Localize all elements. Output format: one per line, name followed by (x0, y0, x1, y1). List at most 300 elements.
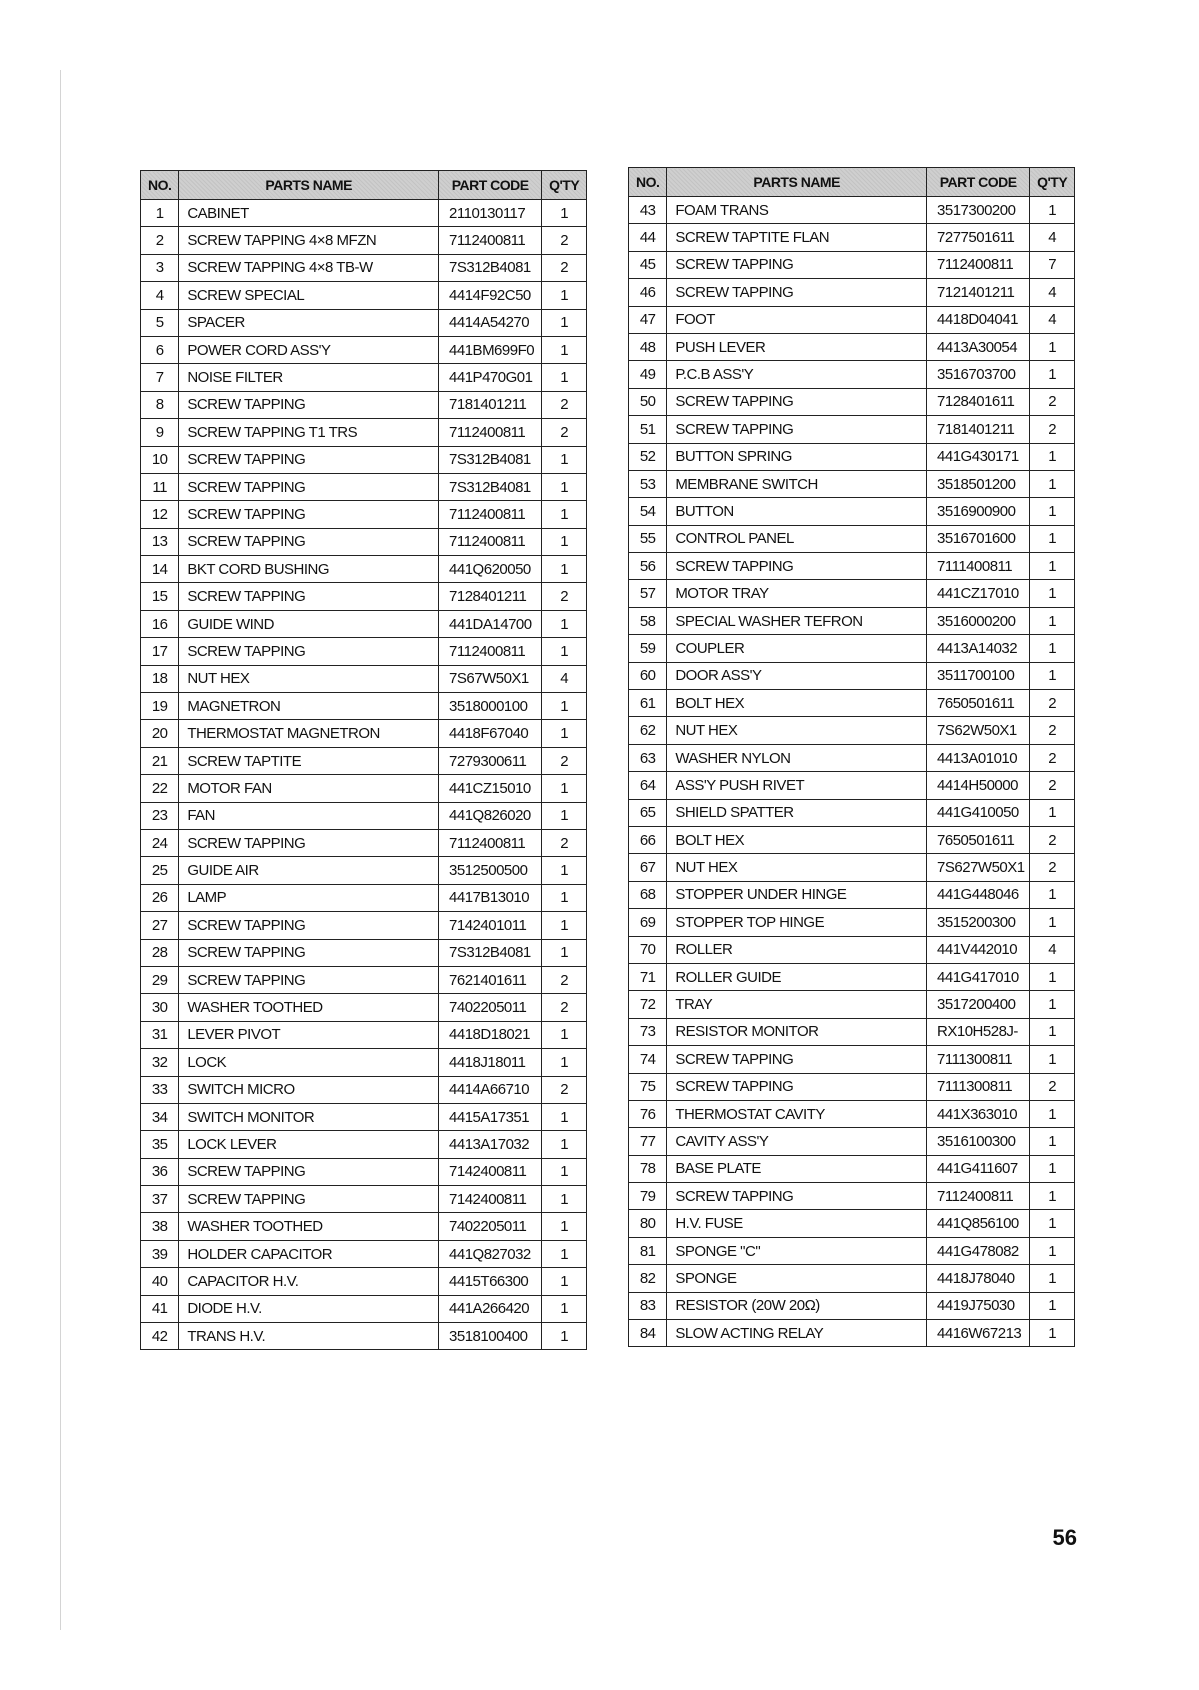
page-number: 56 (1052, 1525, 1077, 1550)
part-code: 441A266420 (439, 1295, 542, 1322)
part-code: 7S312B4081 (439, 254, 542, 281)
part-code: 3517300200 (927, 197, 1030, 224)
part-number: 84 (629, 1320, 667, 1347)
table-row (141, 720, 587, 747)
part-name: MOTOR TRAY (667, 580, 927, 607)
part-number: 58 (629, 607, 667, 634)
part-qty: 1 (1030, 361, 1075, 388)
table-row (629, 690, 1075, 717)
part-qty: 1 (1030, 1046, 1075, 1073)
part-name: CONTROL PANEL (667, 525, 927, 552)
table-row (629, 224, 1075, 251)
part-number: 73 (629, 1018, 667, 1045)
part-code: 7S67W50X1 (439, 665, 542, 692)
part-name: SCREW TAPPING (179, 1158, 439, 1185)
table-row (629, 881, 1075, 908)
part-name: SCREW TAPPING T1 TRS (179, 419, 439, 446)
table-row (629, 1155, 1075, 1182)
header-qty: Q'TY (1030, 168, 1075, 197)
part-code: 4419J75030 (927, 1292, 1030, 1319)
part-number: 62 (629, 717, 667, 744)
part-qty: 1 (1030, 1265, 1075, 1292)
part-name: RESISTOR MONITOR (667, 1018, 927, 1045)
part-code: 7181401211 (439, 391, 542, 418)
part-code: 4414F92C50 (439, 282, 542, 309)
table-row (141, 1076, 587, 1103)
table-row (141, 1103, 587, 1130)
part-name: BASE PLATE (667, 1155, 927, 1182)
part-code: 7650501611 (927, 690, 1030, 717)
part-number: 60 (629, 662, 667, 689)
part-name: SWITCH MICRO (179, 1076, 439, 1103)
table-row (141, 419, 587, 446)
part-name: WASHER TOOTHED (179, 994, 439, 1021)
table-row (141, 747, 587, 774)
table-row (629, 443, 1075, 470)
part-code: 7181401211 (927, 416, 1030, 443)
part-code: 3516703700 (927, 361, 1030, 388)
part-name: SCREW TAPPING (667, 416, 927, 443)
table-row (141, 309, 587, 336)
part-name: SCREW TAPPING (179, 583, 439, 610)
part-qty: 7 (1030, 251, 1075, 278)
part-qty: 1 (1030, 1292, 1075, 1319)
part-code: 441V442010 (927, 936, 1030, 963)
part-code: 7112400811 (439, 638, 542, 665)
table-row (629, 1018, 1075, 1045)
part-name: SCREW TAPPING (179, 446, 439, 473)
part-qty: 1 (1030, 1183, 1075, 1210)
part-name: GUIDE WIND (179, 610, 439, 637)
part-code: 4414H50000 (927, 772, 1030, 799)
part-number: 10 (141, 446, 179, 473)
table-row (141, 1049, 587, 1076)
table-row (629, 361, 1075, 388)
part-number: 40 (141, 1268, 179, 1295)
part-number: 36 (141, 1158, 179, 1185)
part-qty: 2 (1030, 717, 1075, 744)
part-qty: 2 (542, 1076, 587, 1103)
table-row (141, 336, 587, 363)
part-name: MOTOR FAN (179, 775, 439, 802)
table-row (629, 717, 1075, 744)
part-qty: 2 (1030, 1073, 1075, 1100)
part-code: 7142401011 (439, 912, 542, 939)
part-number: 41 (141, 1295, 179, 1322)
part-number: 29 (141, 966, 179, 993)
table-row (629, 963, 1075, 990)
part-name: DIODE H.V. (179, 1295, 439, 1322)
part-number: 83 (629, 1292, 667, 1319)
part-number: 3 (141, 254, 179, 281)
table-row (629, 936, 1075, 963)
part-code: 7112400811 (927, 1183, 1030, 1210)
part-qty: 4 (1030, 279, 1075, 306)
part-name: WASHER NYLON (667, 744, 927, 771)
part-name: CAPACITOR H.V. (179, 1268, 439, 1295)
part-number: 30 (141, 994, 179, 1021)
part-code: 4418D18021 (439, 1021, 542, 1048)
part-qty: 2 (542, 994, 587, 1021)
table-row (141, 254, 587, 281)
part-code: 441G448046 (927, 881, 1030, 908)
part-name: BOLT HEX (667, 826, 927, 853)
part-number: 19 (141, 693, 179, 720)
part-name: SCREW TAPPING (667, 553, 927, 580)
part-number: 16 (141, 610, 179, 637)
part-qty: 1 (542, 1049, 587, 1076)
part-number: 12 (141, 501, 179, 528)
part-name: LAMP (179, 884, 439, 911)
part-code: 4416W67213 (927, 1320, 1030, 1347)
table-row (141, 200, 587, 227)
part-name: RESISTOR (20W 20Ω) (667, 1292, 927, 1319)
part-number: 80 (629, 1210, 667, 1237)
part-qty: 2 (542, 747, 587, 774)
part-name: BUTTON (667, 498, 927, 525)
part-number: 51 (629, 416, 667, 443)
part-qty: 2 (542, 419, 587, 446)
part-qty: 1 (542, 364, 587, 391)
part-code: 7402205011 (439, 1213, 542, 1240)
part-name: ASS'Y PUSH RIVET (667, 772, 927, 799)
part-code: 7402205011 (439, 994, 542, 1021)
part-code: 3518000100 (439, 693, 542, 720)
part-name: SCREW TAPPING (667, 1183, 927, 1210)
part-code: 4414A66710 (439, 1076, 542, 1103)
part-number: 66 (629, 826, 667, 853)
part-code: 7S627W50X1 (927, 854, 1030, 881)
part-name: SCREW TAPPING (667, 279, 927, 306)
part-code: 4415A17351 (439, 1103, 542, 1130)
header-part-code: PART CODE (927, 168, 1030, 197)
table-row (629, 607, 1075, 634)
part-code: 7S62W50X1 (927, 717, 1030, 744)
part-name: GUIDE AIR (179, 857, 439, 884)
part-qty: 1 (1030, 799, 1075, 826)
part-name: SCREW TAPPING (179, 829, 439, 856)
part-qty: 1 (1030, 607, 1075, 634)
part-number: 45 (629, 251, 667, 278)
part-qty: 2 (542, 391, 587, 418)
table-row (629, 744, 1075, 771)
part-code: 4415T66300 (439, 1268, 542, 1295)
part-number: 14 (141, 556, 179, 583)
parts-table-left (140, 170, 587, 1350)
part-number: 59 (629, 635, 667, 662)
part-qty: 1 (542, 336, 587, 363)
part-code: 3512500500 (439, 857, 542, 884)
table-row (141, 501, 587, 528)
part-name: LOCK (179, 1049, 439, 1076)
table-row (629, 333, 1075, 360)
part-code: 4417B13010 (439, 884, 542, 911)
part-name: NOISE FILTER (179, 364, 439, 391)
part-qty: 1 (542, 939, 587, 966)
part-number: 53 (629, 470, 667, 497)
part-number: 7 (141, 364, 179, 391)
part-qty: 4 (1030, 306, 1075, 333)
part-name: BUTTON SPRING (667, 443, 927, 470)
part-qty: 1 (542, 501, 587, 528)
part-qty: 1 (542, 1323, 587, 1350)
part-qty: 1 (542, 309, 587, 336)
part-code: 7112400811 (439, 501, 542, 528)
header-no: NO. (141, 171, 179, 200)
table-row (629, 279, 1075, 306)
part-number: 70 (629, 936, 667, 963)
part-qty: 2 (542, 583, 587, 610)
part-code: 441CZ17010 (927, 580, 1030, 607)
part-code: 3518100400 (439, 1323, 542, 1350)
part-qty: 1 (542, 802, 587, 829)
part-number: 76 (629, 1100, 667, 1127)
part-code: 441G417010 (927, 963, 1030, 990)
part-name: SCREW TAPPING 4×8 MFZN (179, 227, 439, 254)
table-row (629, 580, 1075, 607)
part-code: 4418J78040 (927, 1265, 1030, 1292)
table-row (629, 197, 1075, 224)
part-number: 18 (141, 665, 179, 692)
part-name: SHIELD SPATTER (667, 799, 927, 826)
part-qty: 2 (1030, 690, 1075, 717)
part-number: 52 (629, 443, 667, 470)
part-code: 7142400811 (439, 1158, 542, 1185)
part-name: SCREW TAPPING (179, 638, 439, 665)
table-row (629, 1100, 1075, 1127)
part-qty: 1 (1030, 881, 1075, 908)
part-qty: 1 (1030, 1018, 1075, 1045)
part-name: ROLLER GUIDE (667, 963, 927, 990)
part-number: 72 (629, 991, 667, 1018)
part-name: FAN (179, 802, 439, 829)
part-qty: 1 (542, 693, 587, 720)
table-row (629, 416, 1075, 443)
part-number: 64 (629, 772, 667, 799)
part-code: 7112400811 (439, 829, 542, 856)
part-name: DOOR ASS'Y (667, 662, 927, 689)
part-qty: 1 (542, 912, 587, 939)
table-row (141, 912, 587, 939)
part-number: 39 (141, 1240, 179, 1267)
part-number: 20 (141, 720, 179, 747)
part-qty: 1 (542, 610, 587, 637)
part-number: 31 (141, 1021, 179, 1048)
part-name: HOLDER CAPACITOR (179, 1240, 439, 1267)
header-parts-name: PARTS NAME (179, 171, 439, 200)
table-row (629, 1073, 1075, 1100)
part-qty: 1 (1030, 1210, 1075, 1237)
part-number: 26 (141, 884, 179, 911)
part-code: 441G410050 (927, 799, 1030, 826)
part-qty: 1 (1030, 498, 1075, 525)
part-code: 7112400811 (439, 227, 542, 254)
table-row (141, 994, 587, 1021)
parts-table-right-body (629, 197, 1075, 1347)
part-qty: 2 (542, 966, 587, 993)
part-qty: 1 (1030, 1237, 1075, 1264)
part-code: 441G430171 (927, 443, 1030, 470)
table-row (141, 802, 587, 829)
part-number: 34 (141, 1103, 179, 1130)
table-row (141, 391, 587, 418)
table-row (141, 364, 587, 391)
part-number: 79 (629, 1183, 667, 1210)
part-name: NUT HEX (179, 665, 439, 692)
table-row (629, 854, 1075, 881)
part-number: 77 (629, 1128, 667, 1155)
part-code: 4418D04041 (927, 306, 1030, 333)
part-number: 56 (629, 553, 667, 580)
part-name: CABINET (179, 200, 439, 227)
part-qty: 2 (1030, 388, 1075, 415)
part-name: H.V. FUSE (667, 1210, 927, 1237)
part-name: P.C.B ASS'Y (667, 361, 927, 388)
part-number: 63 (629, 744, 667, 771)
table-row (629, 909, 1075, 936)
part-code: 441Q620050 (439, 556, 542, 583)
part-code: 4414A54270 (439, 309, 542, 336)
part-code: 4413A17032 (439, 1131, 542, 1158)
part-number: 50 (629, 388, 667, 415)
table-row (629, 662, 1075, 689)
part-code: 3515200300 (927, 909, 1030, 936)
part-qty: 1 (1030, 1320, 1075, 1347)
part-number: 61 (629, 690, 667, 717)
part-code: 441CZ15010 (439, 775, 542, 802)
part-name: SCREW TAPPING (667, 388, 927, 415)
table-row (141, 583, 587, 610)
part-number: 81 (629, 1237, 667, 1264)
part-qty: 1 (1030, 525, 1075, 552)
part-qty: 1 (1030, 662, 1075, 689)
part-name: NUT HEX (667, 717, 927, 744)
header-no: NO. (629, 168, 667, 197)
part-number: 71 (629, 963, 667, 990)
part-code: 7112400811 (927, 251, 1030, 278)
part-number: 69 (629, 909, 667, 936)
table-row (141, 1131, 587, 1158)
part-qty: 2 (1030, 744, 1075, 771)
part-code: 7128401211 (439, 583, 542, 610)
part-qty: 1 (1030, 1155, 1075, 1182)
part-code: 7112400811 (439, 528, 542, 555)
part-number: 5 (141, 309, 179, 336)
part-qty: 1 (1030, 635, 1075, 662)
part-code: 7279300611 (439, 747, 542, 774)
part-name: SCREW TAPPING (179, 1186, 439, 1213)
table-row (141, 857, 587, 884)
table-row (629, 251, 1075, 278)
part-qty: 1 (1030, 963, 1075, 990)
part-qty: 1 (542, 775, 587, 802)
part-qty: 2 (542, 227, 587, 254)
table-row (141, 939, 587, 966)
part-name: SCREW TAPPING (179, 473, 439, 500)
table-row (629, 470, 1075, 497)
table-header-row (141, 171, 587, 200)
part-qty: 2 (1030, 826, 1075, 853)
part-qty: 2 (1030, 854, 1075, 881)
table-row (141, 1268, 587, 1295)
part-code: 4413A01010 (927, 744, 1030, 771)
part-code: 441Q826020 (439, 802, 542, 829)
part-number: 37 (141, 1186, 179, 1213)
part-qty: 1 (1030, 991, 1075, 1018)
part-code: 3516000200 (927, 607, 1030, 634)
part-code: 4418J18011 (439, 1049, 542, 1076)
part-name: FOAM TRANS (667, 197, 927, 224)
header-part-code: PART CODE (439, 171, 542, 200)
table-row (141, 473, 587, 500)
part-qty: 1 (542, 1295, 587, 1322)
part-qty: 1 (1030, 197, 1075, 224)
part-code: 7121401211 (927, 279, 1030, 306)
part-name: SCREW TAPPING (179, 501, 439, 528)
part-name: SCREW TAPPING 4×8 TB-W (179, 254, 439, 281)
part-qty: 2 (542, 254, 587, 281)
part-qty: 4 (542, 665, 587, 692)
part-name: PUSH LEVER (667, 333, 927, 360)
part-qty: 1 (1030, 909, 1075, 936)
part-name: SCREW TAPPING (667, 251, 927, 278)
part-number: 42 (141, 1323, 179, 1350)
part-name: SPECIAL WASHER TEFRON (667, 607, 927, 634)
part-number: 4 (141, 282, 179, 309)
table-row (629, 1183, 1075, 1210)
table-row (629, 1210, 1075, 1237)
part-name: SCREW SPECIAL (179, 282, 439, 309)
part-code: 7111300811 (927, 1073, 1030, 1100)
table-row (141, 1021, 587, 1048)
part-name: SCREW TAPPING (179, 939, 439, 966)
part-qty: 1 (542, 1131, 587, 1158)
part-qty: 4 (1030, 936, 1075, 963)
part-name: SCREW TAPPING (667, 1073, 927, 1100)
part-qty: 1 (542, 857, 587, 884)
part-name: MEMBRANE SWITCH (667, 470, 927, 497)
part-code: 441BM699F0 (439, 336, 542, 363)
part-number: 65 (629, 799, 667, 826)
table-row (629, 1265, 1075, 1292)
table-row (629, 826, 1075, 853)
part-code: 7S312B4081 (439, 446, 542, 473)
part-code: 7277501611 (927, 224, 1030, 251)
part-name: BKT CORD BUSHING (179, 556, 439, 583)
table-row (629, 1320, 1075, 1347)
part-code: 7S312B4081 (439, 473, 542, 500)
table-row (141, 775, 587, 802)
part-code: 441X363010 (927, 1100, 1030, 1127)
table-row (141, 829, 587, 856)
part-name: ROLLER (667, 936, 927, 963)
part-number: 1 (141, 200, 179, 227)
part-number: 46 (629, 279, 667, 306)
part-number: 21 (141, 747, 179, 774)
part-number: 44 (629, 224, 667, 251)
table-row (141, 610, 587, 637)
table-row (629, 525, 1075, 552)
part-qty: 1 (542, 1240, 587, 1267)
part-number: 47 (629, 306, 667, 333)
part-number: 35 (141, 1131, 179, 1158)
table-row (141, 282, 587, 309)
part-code: 4418F67040 (439, 720, 542, 747)
part-number: 74 (629, 1046, 667, 1073)
table-row (141, 528, 587, 555)
part-qty: 2 (1030, 416, 1075, 443)
part-name: COUPLER (667, 635, 927, 662)
